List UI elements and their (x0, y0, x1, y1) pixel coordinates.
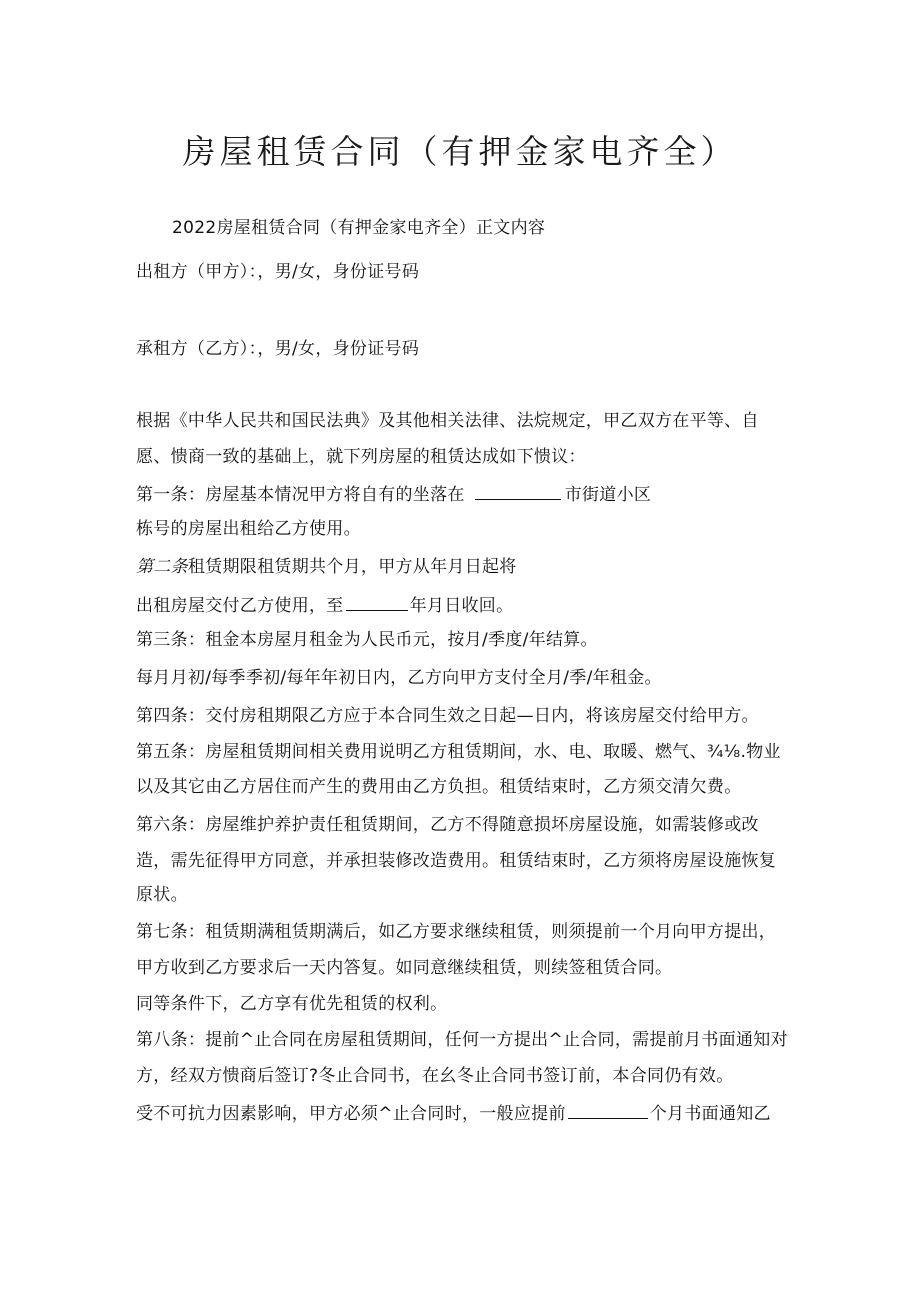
article-2-line-1 (136, 556, 517, 578)
article-7-line-2: 甲方收到乙方要求后一天内答复。如同意继续租赁，则续签租赁合同。 (136, 958, 673, 978)
intro-line-1: 根据《中华人民共和国民法典》及其他相关法律、法烷规定，甲乙双方在平等、自 (136, 411, 759, 431)
article-5-line-2: 以及其它由乙方居住而产生的费用由乙方负担。租赁结束时，乙方须交清欠费。 (136, 777, 742, 797)
article-8-line-1: 第八条：提前^止合同在房屋租赁期间，任何一方提出^止合同，需提前月书面通知对 (136, 1030, 788, 1050)
fill-in-blank (346, 593, 408, 611)
article-3-line-1: 第三条：租金本房屋月租金为人民币元，按月/季度/年结算。 (136, 630, 598, 650)
article-7-line-1: 第七条：租赁期满租赁期满后，如乙方要求继续租赁，则须提前一个月向甲方提出， (136, 922, 777, 942)
article-2-line-2 (136, 593, 513, 617)
intro-line-2: 愿、愦商一致的基础上，就下列房屋的租赁达成如下愦议： (136, 447, 586, 467)
article-6-line-1: 第六条：房屋维护养护责任租赁期间，乙方不得随意损坏房屋设施，如需装修或改 (136, 815, 759, 835)
document-title: 房屋租赁合同（有押金家电齐全） (182, 132, 738, 171)
article-2-text-c: 年月日收回。 (409, 596, 514, 616)
article-2-text-a: 租赁期限租赁期共个月，甲方从年月日起将 (187, 557, 517, 577)
article-2-text-b: 出租房屋交付乙方使用，至 (136, 596, 344, 616)
lessee-line: 承租方（乙方）：，男/女，身份证号码 (136, 339, 420, 359)
article-8-text-c2: 个月书面通知乙 (649, 1104, 771, 1124)
article-2-label: 第二条 (136, 557, 188, 577)
article-8-line-2: 方，经双方愦商后签订?冬止合同书，在幺冬止合同书签订前，本合同仍有效。 (136, 1066, 734, 1086)
article-8-text-c1: 受不可抗力因素影响，甲方必须^止合同时，一般应提前 (136, 1104, 566, 1124)
fill-in-blank (568, 1101, 648, 1119)
article-1-text-a: 第一条：房屋基本情况甲方将自有的坐落在 (136, 485, 465, 505)
fill-in-blank (475, 482, 561, 500)
article-6-line-2: 造，需先征得甲方同意，并承担装修改造费用。租赁结束时，乙方须将房屋设施恢复 (136, 851, 777, 871)
article-3-line-2: 每月月初/每季季初/每年年初日内，乙方向甲方支付全月/季/年租金。 (136, 668, 662, 688)
lessor-line: 出租方（甲方）：，男/女，身份证号码 (136, 262, 420, 282)
article-6-line-3: 原状。 (136, 885, 188, 905)
article-5-line-1: 第五条：房屋租赁期间相关费用说明乙方租赁期间，水、电、取暖、燃气、¾⅛.物业 (136, 742, 781, 762)
article-8-line-3 (136, 1101, 771, 1125)
article-7-line-3: 同等条件下，乙方享有优先租赁的权利。 (136, 994, 448, 1014)
document-subtitle: 2022房屋租赁合同（有押金家电齐全）正文内容 (172, 218, 546, 238)
article-1-line-1 (136, 482, 651, 506)
article-1-text-b: 市街道小区 (564, 485, 652, 505)
article-1-line-2: 栋号的房屋出租给乙方使用。 (136, 519, 361, 539)
article-4-line: 第四条：交付房租期限乙方应于本合同生效之日起—日内，将该房屋交付给甲方。 (136, 706, 759, 726)
